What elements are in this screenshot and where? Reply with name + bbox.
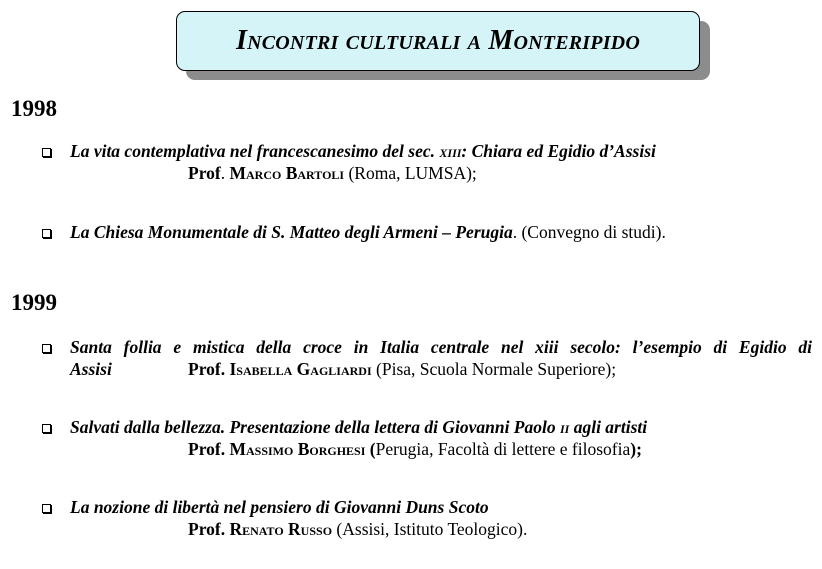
speaker-name: Renato Russo bbox=[229, 519, 333, 539]
speaker-name: Massimo Borghesi bbox=[229, 439, 366, 459]
square-bullet-icon bbox=[42, 344, 51, 353]
page-title: Incontri culturali a Monteripido bbox=[236, 25, 640, 56]
event-title: La nozione di libertà nel pensiero di Giovanni Duns Scoto bbox=[70, 497, 489, 517]
year-heading-1999: 1999 bbox=[11, 290, 57, 315]
speaker-affiliation: (Pisa, Scuola Normale Superiore); bbox=[371, 359, 617, 379]
event-title-continued: Assisi bbox=[70, 359, 112, 379]
square-bullet-icon bbox=[42, 504, 51, 513]
event-speaker: Prof. Isabella Gagliardi (Pisa, Scuola Normale Superiore); bbox=[188, 359, 617, 379]
pope-numeral: ii bbox=[559, 417, 570, 437]
event-title: La vita contemplativa nel francescanesimo del sec. xiii: Chiara ed Egidio d’Assisi bbox=[70, 141, 656, 161]
event-title: Santa follia e mistica della croce in Italia centrale nel xiii secolo: l’esempio di Egidio di bbox=[70, 337, 812, 357]
year-heading-1998: 1998 bbox=[11, 96, 57, 121]
event-title: La Chiesa Monumentale di S. Matteo degli Armeni – Perugia. (Convegno di studi). bbox=[70, 222, 666, 242]
event-speaker: Prof. Marco Bartoli (Roma, LUMSA); bbox=[188, 163, 477, 183]
speaker-affiliation: (Assisi, Istituto Teologico). bbox=[332, 519, 528, 539]
speaker-affiliation: (Roma, LUMSA); bbox=[344, 163, 477, 183]
speaker-name: Marco Bartoli bbox=[229, 163, 345, 183]
event-speaker: Prof. Renato Russo (Assisi, Istituto Teologico). bbox=[188, 519, 528, 539]
century-numeral: xiii bbox=[439, 141, 462, 161]
square-bullet-icon bbox=[42, 229, 51, 238]
event-title: Salvati dalla bellezza. Presentazione della lettera di Giovanni Paolo ii agli artisti bbox=[70, 417, 648, 437]
square-bullet-icon bbox=[42, 424, 51, 433]
event-speaker: Prof. Massimo Borghesi (Perugia, Facoltà di lettere e filosofia); bbox=[188, 439, 642, 459]
title-box bbox=[176, 11, 700, 71]
speaker-affiliation: Perugia, Facoltà di lettere e filosofia bbox=[375, 439, 631, 459]
square-bullet-icon bbox=[42, 148, 51, 157]
speaker-name: Isabella Gagliardi bbox=[229, 359, 372, 379]
